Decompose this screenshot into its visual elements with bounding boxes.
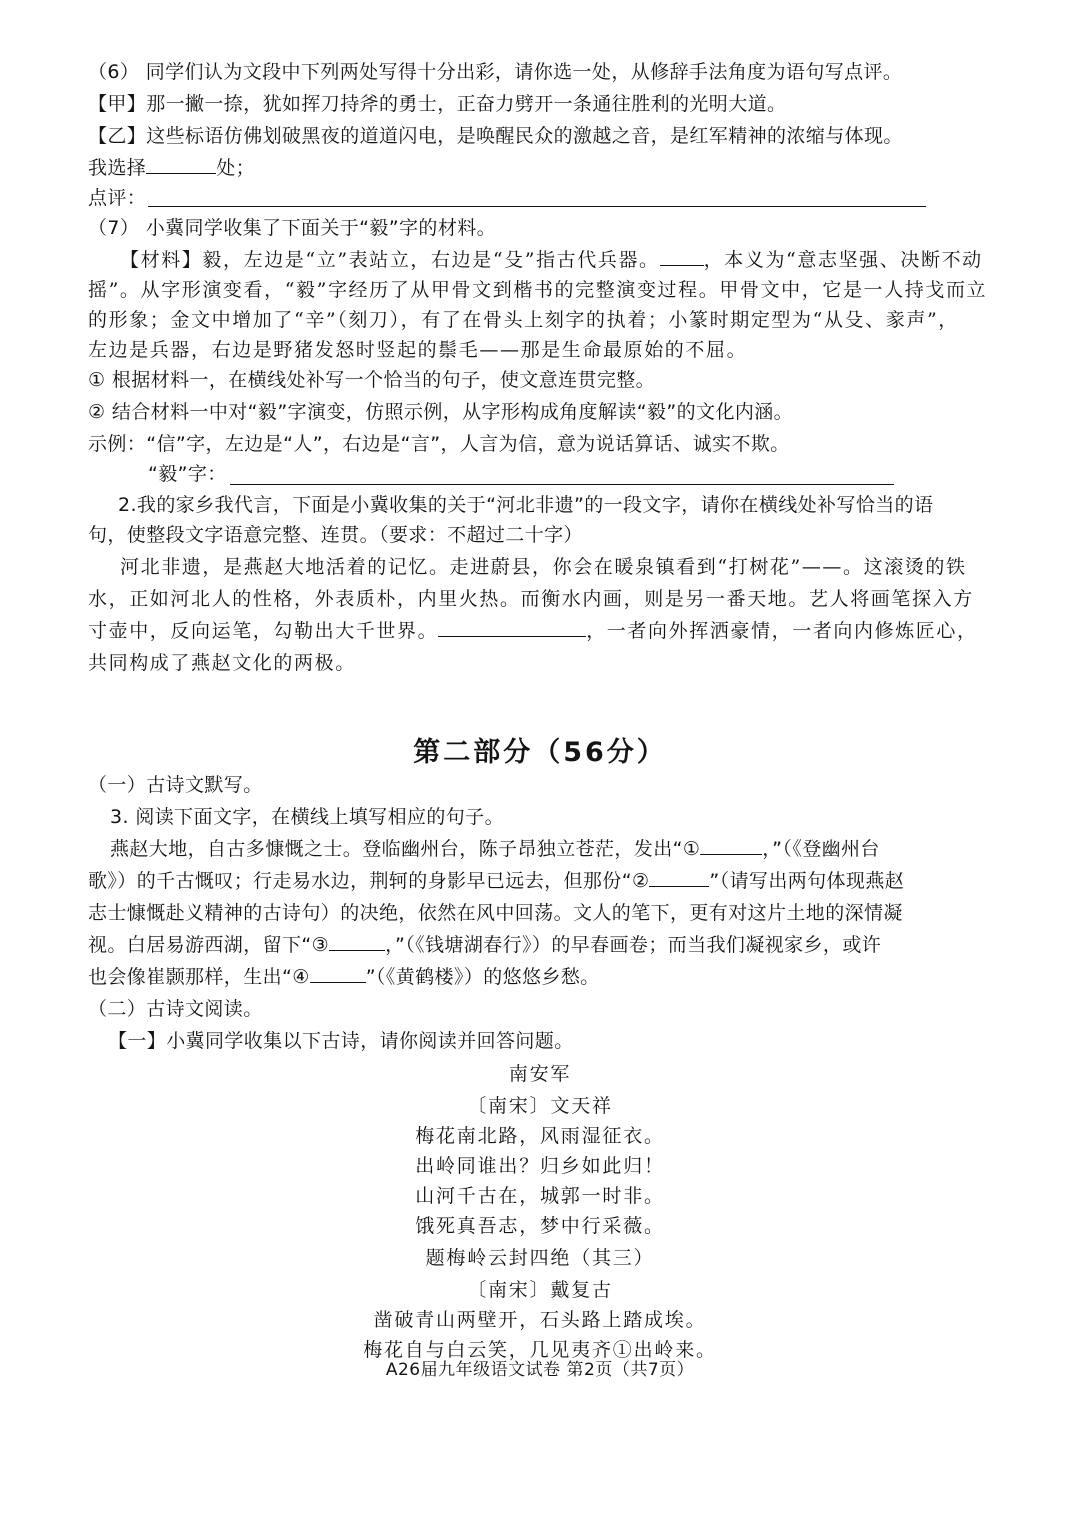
q7-prompt: （7） 小冀同学收集了下面关于“毅”字的材料。 bbox=[88, 217, 497, 239]
comment-label: 点评： bbox=[88, 187, 147, 209]
q7-sub-question-2: ② 结合材料一中对“毅”字演变，仿照示例，从字形构成角度解读“毅”的文化内涵。 bbox=[88, 401, 794, 423]
q2-text-line-3: 寸壶中，反向运笔，勾勒出大千世界。 ，一者向外挥洒豪情，一者向内修炼匠心， bbox=[88, 620, 978, 642]
blank-3[interactable] bbox=[329, 932, 385, 951]
q6-choose-line bbox=[88, 154, 255, 182]
page-footer: A26届九年级语文试卷 第2页（共7页） bbox=[385, 1360, 695, 1380]
poem1-line: 山河千古在，城郭一时非。 bbox=[415, 1185, 665, 1207]
q2-text-line-1: 河北非遗，是燕赵大地活着的记忆。走进蔚县，你会在暖泉镇看到“打树花”——。这滚烫的铁 bbox=[120, 556, 967, 578]
poem2-line: 梅花自与白云笑，几见夷齐①出岭来。 bbox=[363, 1339, 717, 1361]
poem2-author: 〔南宋〕戴复古 bbox=[467, 1279, 613, 1301]
choose-blank[interactable] bbox=[146, 155, 216, 174]
q3-text-line-3: 志士慷慨赴义精神的古诗句）的决绝，依然在风中回荡。文人的笔下，更有对这片土地的深情凝 bbox=[88, 902, 903, 924]
blank-4[interactable] bbox=[310, 964, 366, 983]
poem1-line: 出岭同谁出？归乡如此归！ bbox=[415, 1155, 665, 1177]
choose-prefix: 我选择 bbox=[88, 157, 147, 179]
q6-option-yi: 【乙】这些标语仿佛划破黑夜的道道闪电，是唤醒民众的激越之音，是红军精神的浓缩与体现。 bbox=[88, 125, 903, 147]
poem1-line: 梅花南北路，风雨湿征衣。 bbox=[415, 1125, 665, 1147]
annotation-mark: ① bbox=[612, 1339, 634, 1361]
q7-material-line-4: 左边是兵器，右边是野猪发怒时竖起的鬃毛——那是生命最原始的不屈。 bbox=[88, 339, 748, 361]
q3-prompt: 3. 阅读下面文字，在横线上填写相应的句子。 bbox=[110, 806, 504, 828]
poem2-line: 凿破青山两壁开，石头路上踏成埃。 bbox=[373, 1309, 707, 1331]
q7-material-line-2: 摇”。从字形演变看，“毅”字经历了从甲骨文到楷书的完整演变过程。甲骨文中，它是一人持戈而立 bbox=[88, 279, 988, 301]
poem1-line: 饿死真吾志，梦中行采薇。 bbox=[415, 1215, 665, 1237]
yi-answer-line[interactable] bbox=[230, 484, 894, 485]
q2-prompt-line-1: 2.我的家乡我代言，下面是小冀收集的关于“河北非遗”的一段文字，请你在横线处补写恰当的语 bbox=[118, 494, 934, 516]
poem1-title: 南安军 bbox=[508, 1063, 572, 1085]
material-blank[interactable] bbox=[660, 247, 704, 266]
q6-option-jia: 【甲】那一撇一捺，犹如挥刀持斧的勇士，正奋力劈开一条通往胜利的光明大道。 bbox=[88, 93, 787, 115]
q2-text-line-2: 水，正如河北人的性格，外表质朴，内里火热。而衡水内画，则是另一番天地。艺人将画笔探入方 bbox=[88, 588, 974, 610]
q2-prompt-line-2: 句，使整段文字语意完整、连贯。（要求：不超过二十字） bbox=[88, 524, 583, 546]
q6-prompt: （6） 同学们认为文段中下列两处写得十分出彩，请你选一处，从修辞手法角度为语句写点评。 bbox=[88, 61, 903, 83]
comment-answer-line[interactable] bbox=[148, 206, 926, 207]
blank-1[interactable] bbox=[700, 836, 762, 855]
q7-sub-question-1: ① 根据材料一，在横线处补写一个恰当的句子，使文意连贯完整。 bbox=[88, 369, 656, 391]
q7-example: 示例：“信”字，左边是“人”，右边是“言”，人言为信，意为说话算话、诚实不欺。 bbox=[88, 433, 790, 455]
poem1-author: 〔南宋〕文天祥 bbox=[467, 1095, 613, 1117]
q3-text-line-4: 视。白居易游西湖，留下“③ ，”（《钱塘湖春行》）的早春画卷；而当我们凝视家乡，或许 bbox=[88, 934, 882, 956]
q3-text-line-2: 歌》）的千古慨叹；行走易水边，荆轲的身影早已远去，但那份“② ”（请写出两句体现燕赵 bbox=[88, 870, 905, 892]
q3-text-line-1: 燕赵大地，自古多慷慨之士。登临幽州台，陈子昂独立苍茫，发出“① ，”（《登幽州台 bbox=[110, 838, 880, 860]
section-one-title: （一）古诗文默写。 bbox=[88, 774, 263, 796]
choose-suffix: 处； bbox=[216, 157, 256, 179]
q3-text-line-5: 也会像崔颢那样，生出“④ ”（《黄鹤楼》）的悠悠乡愁。 bbox=[88, 966, 600, 988]
q2-text-line-4: 共同构成了燕赵文化的两极。 bbox=[88, 652, 356, 674]
q2-answer-blank[interactable] bbox=[438, 618, 586, 637]
blank-2[interactable] bbox=[649, 868, 709, 887]
part-two-heading: 第二部分（56分） bbox=[413, 737, 667, 768]
q7-material-line-3: 的形象；金文中增加了“辛”（刻刀），有了在骨头上刻字的执着；小篆时期定型为“从殳、豙声”， bbox=[88, 309, 959, 331]
q7-material-line-1: 【材料】毅，左边是“立”表站立，右边是“殳”指古代兵器。 ，本义为“意志坚强、决断不动 bbox=[120, 249, 983, 271]
poem2-title: 题梅岭云封四绝（其三） bbox=[425, 1247, 655, 1269]
section-two-title: （二）古诗文阅读。 bbox=[88, 998, 263, 1020]
poem-intro: 【一】小冀同学收集以下古诗，请你阅读并回答问题。 bbox=[108, 1030, 574, 1052]
yi-answer-label: “毅”字： bbox=[148, 463, 227, 485]
